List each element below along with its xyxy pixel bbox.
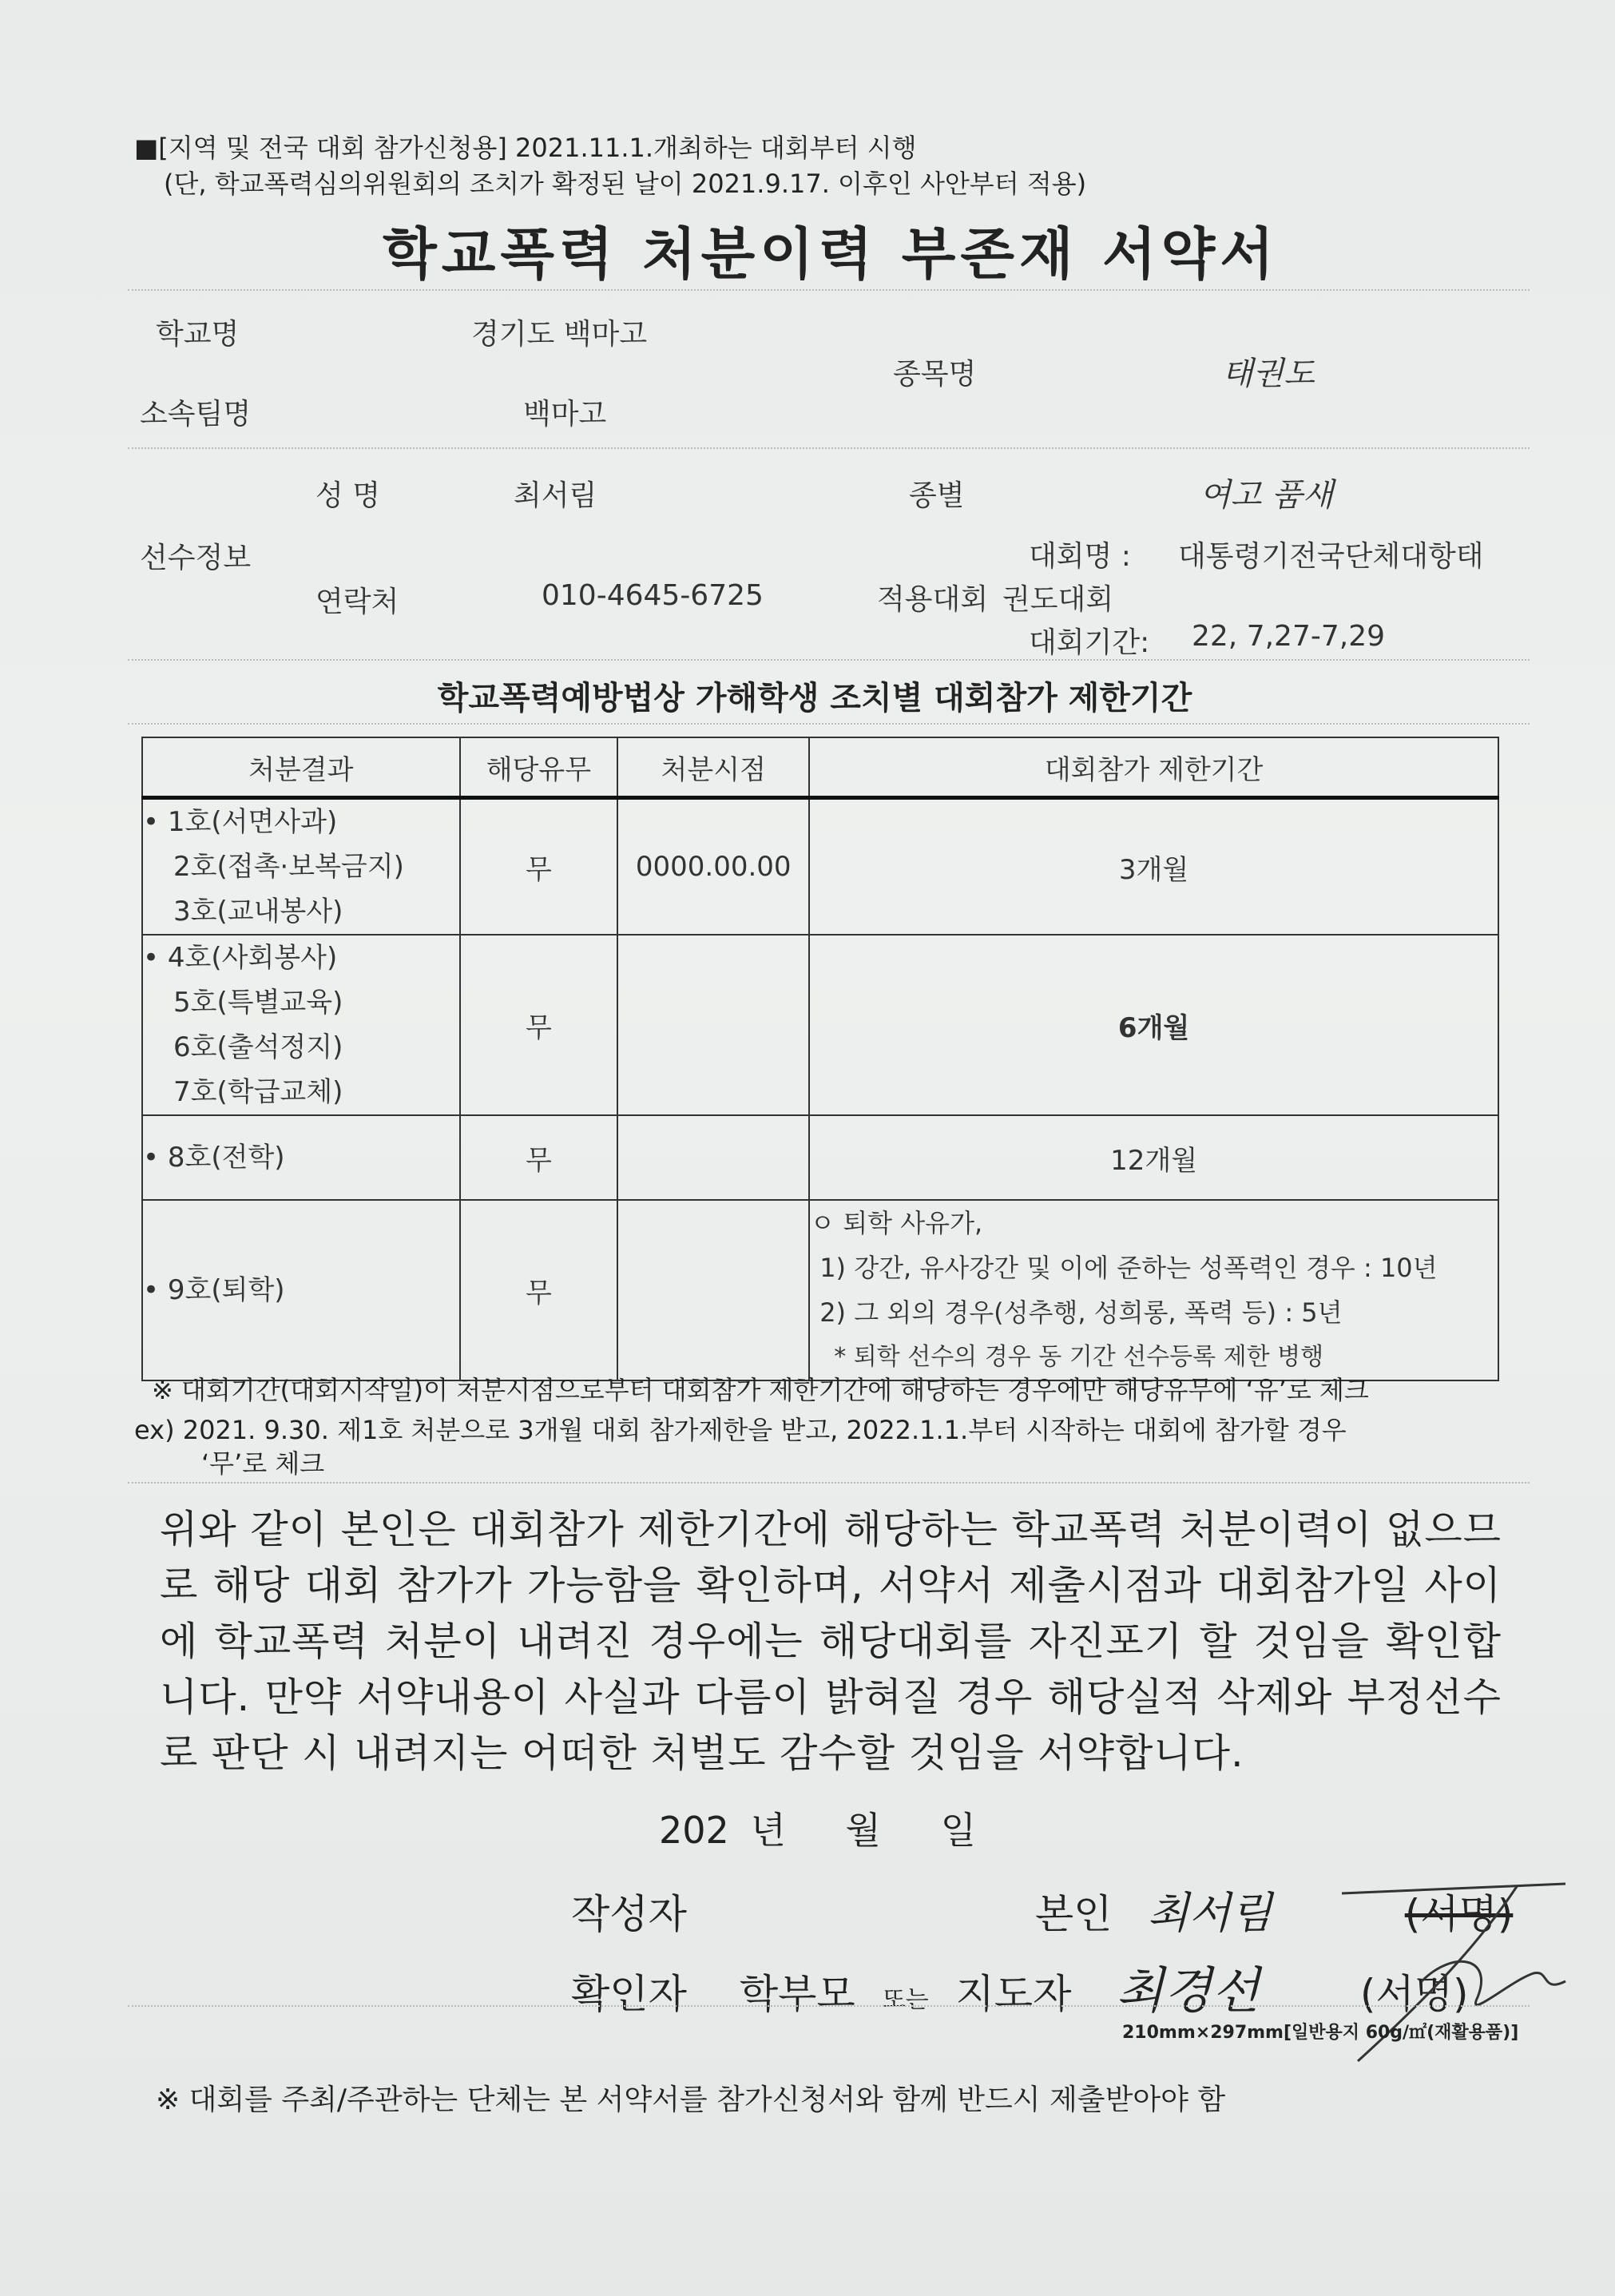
confirmer-label: 확인자 [571,1971,687,2017]
or-label: 또는 [882,1986,929,2014]
square-bullet-icon: ■ [134,133,159,163]
header-note: (단, 학교폭력심의위원회의 조치가 확정된 날이 2021.9.17. 이후인 사안부터 적용) [164,169,1087,199]
footnote-example: ex) 2021. 9.30. 제1호 처분으로 3개월 대회 참가제한을 받고, 2022.1.1.부터 시작하는 대회에 참가할 경우 [134,1415,1347,1445]
author-label: 작성자 [571,1891,687,1937]
bullet-icon: • [143,942,168,974]
category-value: 여고 품새 [1200,477,1334,514]
competition-period-label: 대회기간: [1029,626,1150,659]
coach-label: 지도자 [955,1971,1072,2017]
restriction-period-cell: ㅇ 퇴학 사유가, 1) 강간, 유사강간 및 이에 준하는 성폭력인 경우 : 10년 2) 그 외의 경우(성추행, 성희롱, 폭력 등) : 5년 * 퇴학 선수의 경우 동 기간 선수등록 제한 병행 [809,1200,1498,1380]
applied-competition-label: 적용대회 [877,583,989,616]
disposition-cell: • 9호(퇴학) [142,1200,460,1380]
school-name-value: 경기도 백마고 [471,318,648,351]
self-sign-field: (서명) [1404,1891,1514,1937]
restriction-period-cell: 6개월 [809,935,1498,1115]
contact-label: 연락처 [315,586,399,618]
footnote-example-cont: ‘무’로 체크 [201,1448,325,1479]
disposition-date-cell [617,1115,809,1200]
self-label: 본인 [1034,1891,1113,1937]
restriction-period-cell: 3개월 [809,798,1498,935]
table-row [142,798,1498,935]
team-label: 소속팀명 [140,398,252,431]
sport-label: 종목명 [893,358,977,391]
athlete-name-label: 성 명 [315,479,380,512]
column-header: 대회참가 제한기간 [809,737,1498,798]
category-label: 종별 [909,479,965,512]
disposition-date-cell [617,935,809,1115]
disposition-date-cell [617,1200,809,1380]
restriction-table [141,737,1499,1381]
table-header-row [142,737,1498,798]
applicable-cell: 무 [460,1200,618,1380]
competition-name-value-2: 권도대회 [1002,583,1114,616]
signature-scribble-icon [1326,1861,1589,2077]
confirmer-sign-field: (서명) [1359,1971,1469,2017]
column-header: 해당유무 [460,737,618,798]
self-signature: 최서림 [1147,1888,1272,1938]
disposition-cell: • 8호(전학) [142,1115,460,1200]
competition-name-label: 대회명 : [1029,540,1131,573]
table-row [142,1115,1498,1200]
disposition-cell: • 4호(사회봉사) 5호(특별교육) 6호(출석정지) 7호(학급교체) [142,935,460,1115]
applicable-cell: 무 [460,798,618,935]
parent-label: 학부모 [739,1971,855,2017]
divider [128,2005,1530,2007]
pledge-text: 위와 같이 본인은 대회참가 제한기간에 해당하는 학교폭력 처분이력이 없으므로 해당 대회 참가가 가능함을 확인하며, 서약서 제출시점과 대회참가일 사이에 학교폭력 처분이 내려진 경우에는 해당대회를 자진포기 할 것임을 확인합니다. 만약 서약내용이 사실과 다름이 밝혀질 경우 해당실적 삭제와 부정선수로 판단 시 내려지는 어떠한 처벌도 감수할 것임을 서약합니다. [160,1507,1502,1776]
divider [128,289,1530,291]
disposition-cell: • 1호(서면사과) 2호(접촉·보복금지) 3호(교내봉사) [142,798,460,935]
divider [128,723,1530,725]
column-header: 처분결과 [142,737,460,798]
date-line: 202 년 월 일 [659,1809,976,1852]
header-applicability: ■[지역 및 전국 대회 참가신청용] 2021.11.1.개최하는 대회부터 시행 [134,133,917,163]
bullet-icon: • [143,806,168,838]
paper-spec: 210mm×297mm[일반용지 60g/㎡(재활용품)] [1122,2023,1519,2043]
bullet-icon: • [143,1142,168,1174]
document-title: 학교폭력 처분이력 부존재 서약서 [383,221,1279,287]
competition-name-value-1: 대통령기전국단체대항태 [1178,540,1484,573]
bullet-icon: • [143,1274,168,1306]
athlete-info-label: 선수정보 [140,542,252,574]
confirmer-signature: 최경선 [1116,1961,1260,2020]
applicable-cell: 무 [460,1115,618,1200]
table-title: 학교폭력예방법상 가해학생 조치별 대회참가 제한기간 [437,680,1192,717]
sport-value: 태권도 [1222,356,1315,392]
applicable-cell: 무 [460,935,618,1115]
footnote: ※ 대회기간(대회시작일)이 처분시점으로부터 대회참가 제한기간에 해당하는 경우에만 해당유무에 ‘유’로 체크 [152,1375,1369,1405]
athlete-name-value: 최서림 [514,479,597,512]
disposition-date-cell: 0000.00.00 [617,798,809,935]
contact-value: 010-4645-6725 [542,579,764,612]
divider [128,1482,1530,1484]
divider [128,659,1530,661]
bottom-notice: ※ 대회를 주최/주관하는 단체는 본 서약서를 참가신청서와 함께 반드시 제출받아야 함 [156,2083,1226,2116]
table-row [142,935,1498,1115]
school-name-label: 학교명 [156,318,240,351]
divider [128,447,1530,449]
competition-period-value: 22, 7,27-7,29 [1192,620,1385,653]
column-header: 처분시점 [617,737,809,798]
team-value: 백마고 [523,398,607,431]
table-row [142,1200,1498,1380]
restriction-period-cell: 12개월 [809,1115,1498,1200]
